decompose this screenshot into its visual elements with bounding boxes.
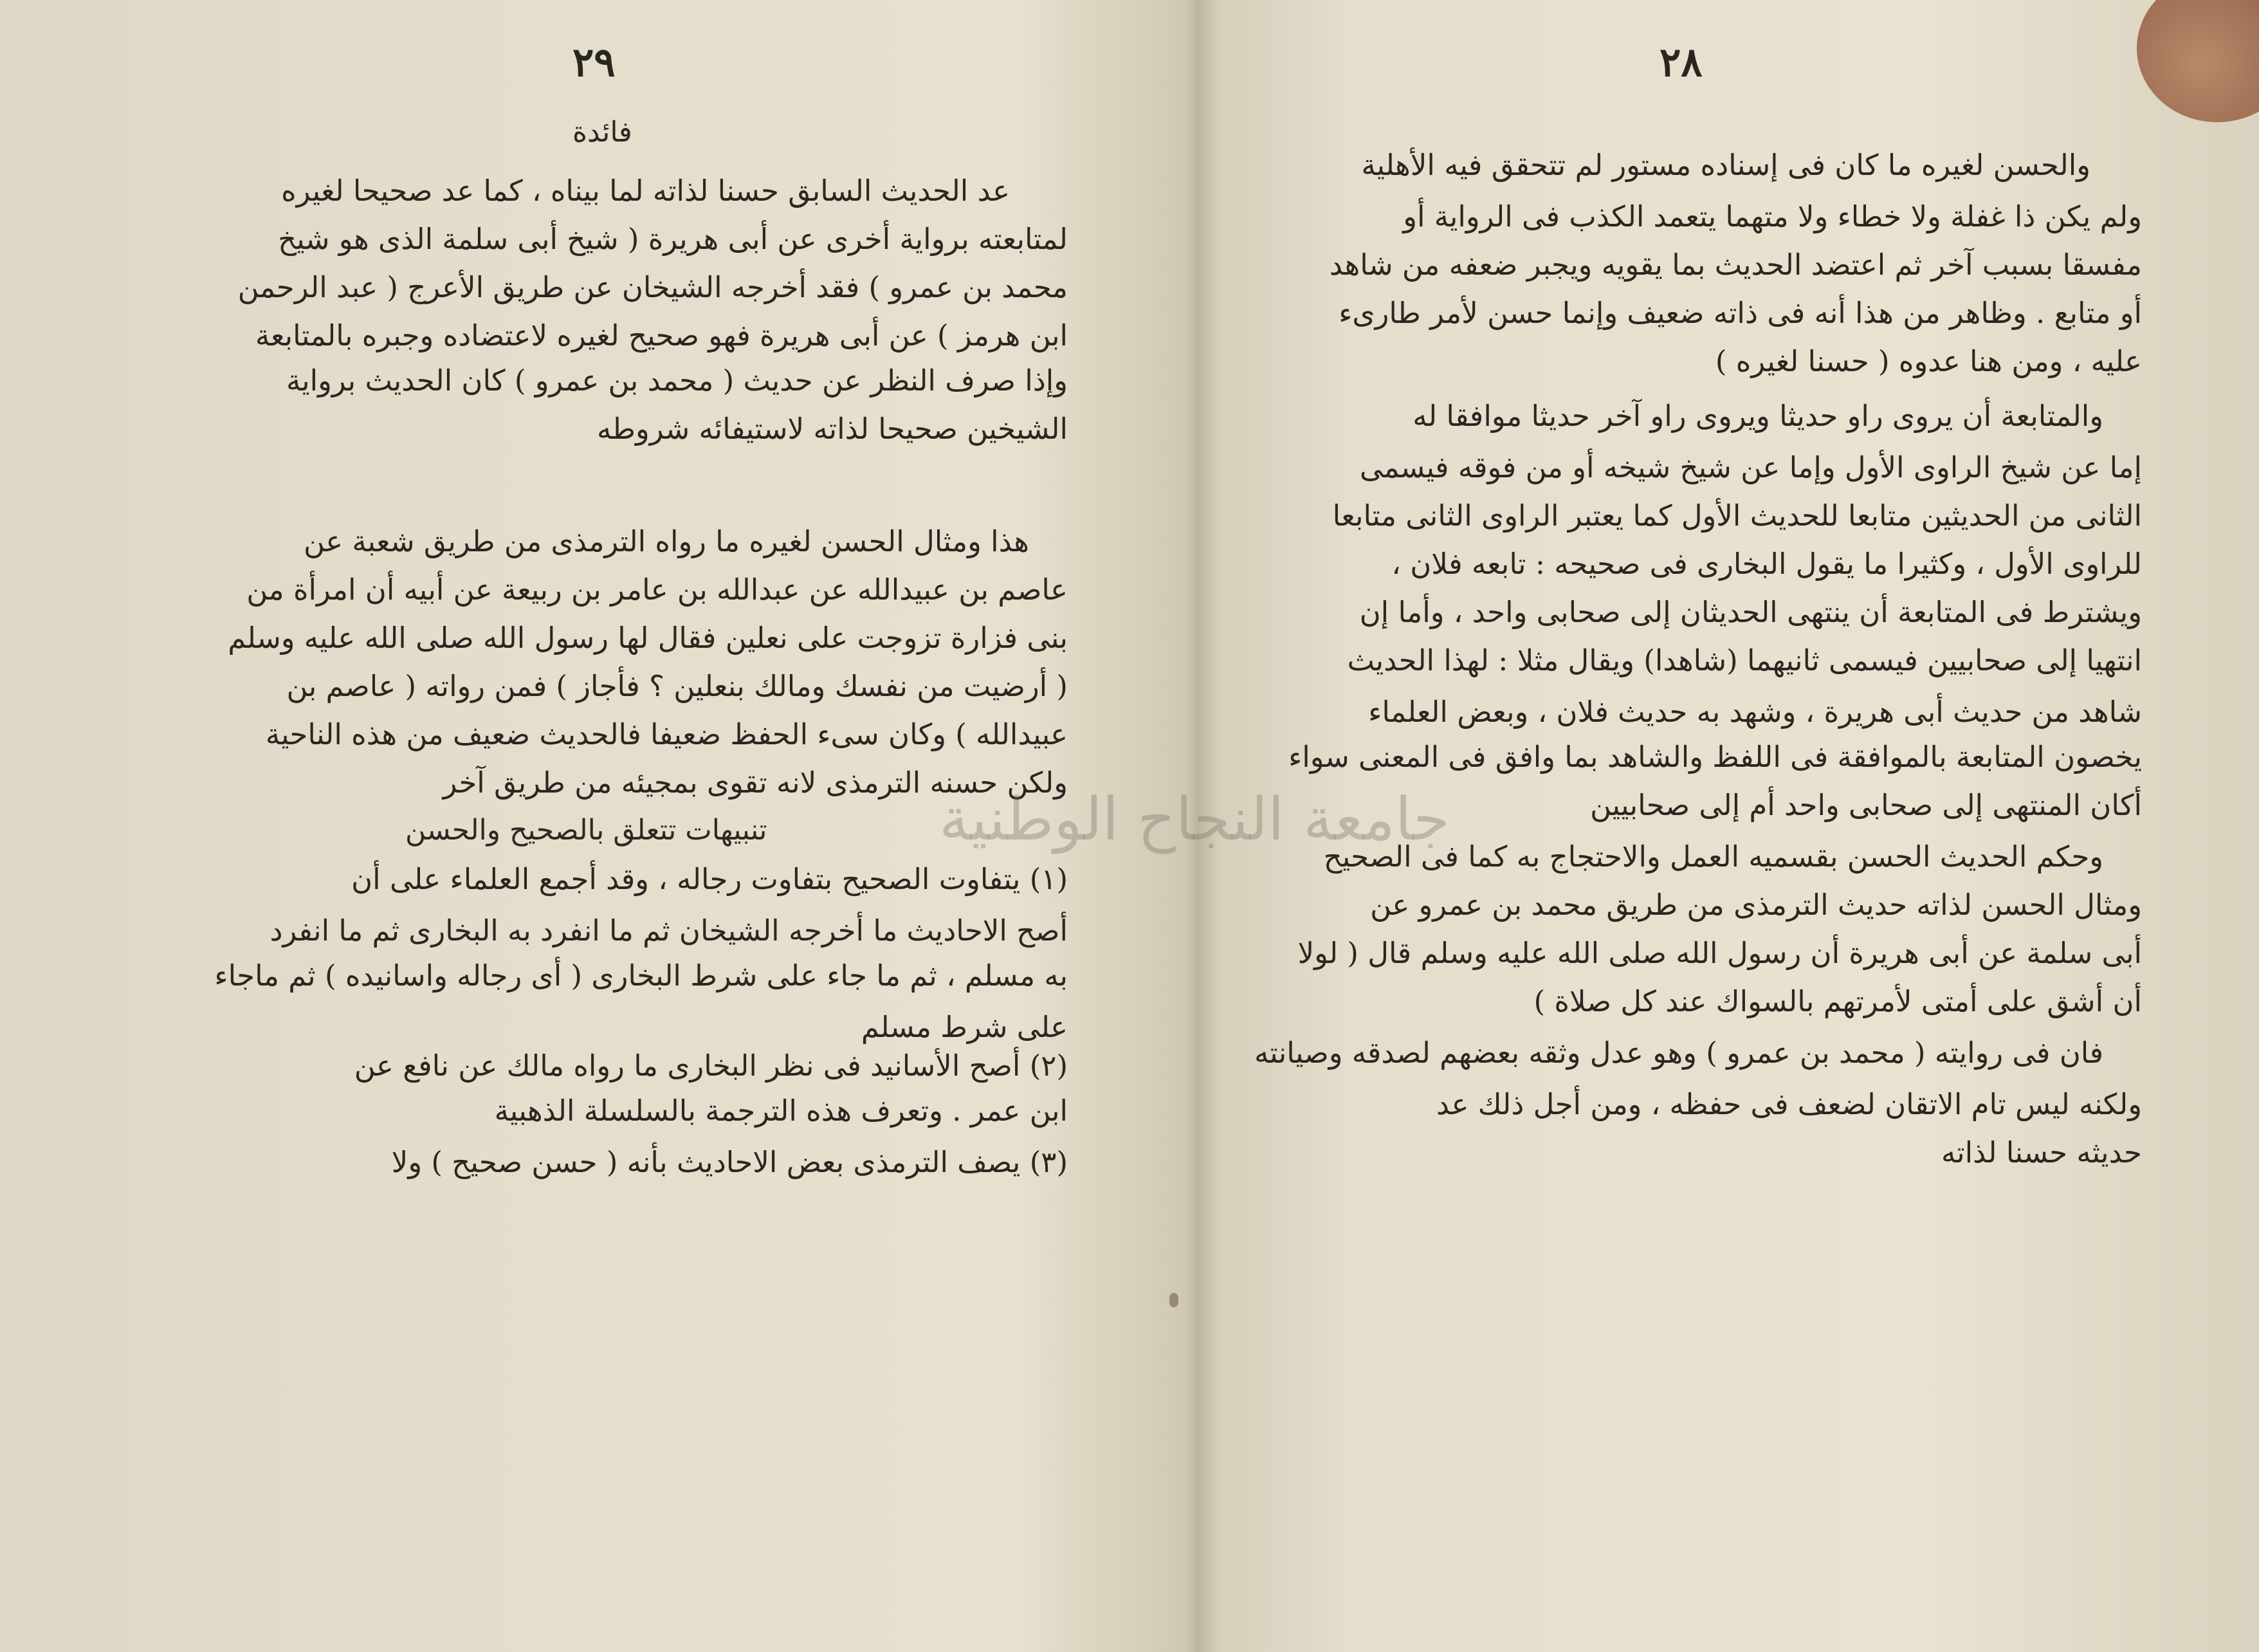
text-line: أن أشق على أمتى لأمرتهم بالسواك عند كل صلاة ) (1533, 984, 2142, 1018)
text-line: والمتابعة أن يروى راو حديثا ويروى راو آخر حديثا موافقا له (1413, 399, 2103, 433)
left-page (161, 0, 1068, 1652)
text-line: عليه ، ومن هنا عدوه ( حسنا لغيره ) (1715, 344, 2142, 378)
text-line: به مسلم ، ثم ما جاء على شرط البخارى ( أى رجاله واسانيده ) ثم ماجاء (214, 959, 1068, 993)
text-line: ولم يكن ذا غفلة ولا خطاء ولا متهما يتعمد الكذب فى الرواية أو (1403, 199, 2142, 234)
text-line: ( أرضيت من نفسك ومالك بنعلين ؟ فأجاز ) فمن رواته ( عاصم بن (286, 669, 1068, 703)
text-line: مفسقا بسبب آخر ثم اعتضد الحديث بما يقويه ويجبر ضعفه من شاهد (1329, 248, 2142, 282)
text-line: أو متابع . وظاهر من هذا أنه فى ذاته ضعيف وإنما حسن لأمر طارىء (1339, 296, 2142, 330)
text-line: هذا ومثال الحسن لغيره ما رواه الترمذى من طريق شعبة عن (304, 524, 1029, 558)
text-line: ويشترط فى المتابعة أن ينتهى الحديثان إلى صحابى واحد ، وأما إن (1359, 595, 2142, 629)
watermark: جامعة النجاح الوطنية (939, 785, 1450, 854)
text-line: عد الحديث السابق حسنا لذاته لما بيناه ، كما عد صحيحا لغيره (281, 174, 1010, 208)
finger-photo-artifact (2137, 0, 2259, 122)
text-line: حديثه حسنا لذاته (1941, 1135, 2142, 1170)
text-line: الشيخين صحيحا لذاته لاستيفائه شروطه (597, 412, 1068, 446)
text-line: يخصون المتابعة بالموافقة فى اللفظ والشاهد بما وافق فى المعنى سواء (1288, 740, 2142, 774)
text-line: شاهد من حديث أبى هريرة ، وشهد به حديث فلان ، وبعض العلماء (1368, 695, 2142, 729)
text-line: فان فى روايته ( محمد بن عمرو ) وهو عدل وثقه بعضهم لصدقه وصيانته (1254, 1036, 2103, 1070)
gutter-stain (1169, 1293, 1178, 1307)
text-line: (٣) يصف الترمذى بعض الاحاديث بأنه ( حسن صحيح ) ولا (391, 1145, 1068, 1179)
text-line: وإذا صرف النظر عن حديث ( محمد بن عمرو ) كان الحديث برواية (286, 363, 1068, 398)
text-line: والحسن لغيره ما كان فى إسناده مستور لم تتحقق فيه الأهلية (1361, 148, 2090, 182)
text-line: أبى سلمة عن أبى هريرة أن رسول الله صلى الله عليه وسلم قال ( لولا (1297, 936, 2142, 970)
text-line: بنى فزارة تزوجت على نعلين فقال لها رسول الله صلى الله عليه وسلم (228, 621, 1068, 655)
text-line: محمد بن عمرو ) فقد أخرجه الشيخان عن طريق الأعرج ( عبد الرحمن (237, 270, 1068, 304)
text-line: ولكن حسنه الترمذى لانه تقوى بمجيئه من طريق آخر (443, 766, 1068, 800)
text-line: لمتابعته برواية أخرى عن أبى هريرة ( شيخ أبى سلمة الذى هو شيخ (278, 222, 1068, 256)
text-line: انتهيا إلى صحابيين فيسمى ثانيهما (شاهدا) ويقال مثلا : لهذا الحديث (1347, 643, 2142, 677)
text-line: عبيدالله ) وكان سىء الحفظ ضعيفا فالحديث ضعيف من هذه الناحية (265, 717, 1068, 751)
text-line: ولكنه ليس تام الاتقان لضعف فى حفظه ، ومن أجل ذلك عد (1436, 1087, 2142, 1121)
text-line: إما عن شيخ الراوى الأول وإما عن شيخ شيخه أو من فوقه فيسمى (1359, 450, 2142, 484)
text-line: للراوى الأول ، وكثيرا ما يقول البخارى فى صحيحه : تابعه فلان ، (1391, 547, 2142, 581)
text-line: عاصم بن عبيدالله عن عبدالله بن عامر بن ربيعة عن أبيه أن امرأة من (246, 573, 1068, 607)
page-number: ٢٩ (572, 39, 616, 86)
text-line: وحكم الحديث الحسن بقسميه العمل والاحتجاج به كما فى الصحيح (1323, 840, 2103, 874)
section-title: فائدة (572, 116, 632, 149)
text-line: ابن عمر . وتعرف هذه الترجمة بالسلسلة الذهبية (494, 1094, 1068, 1128)
text-line: (٢) أصح الأسانيد فى نظر البخارى ما رواه مالك عن نافع عن (354, 1049, 1068, 1083)
text-line: (١) يتفاوت الصحيح بتفاوت رجاله ، وقد أجمع العلماء على أن (351, 862, 1068, 896)
text-line: على شرط مسلم (861, 1010, 1068, 1044)
text-line: ومثال الحسن لذاته حديث الترمذى من طريق محمد بن عمرو عن (1370, 888, 2142, 922)
text-line: أكان المنتهى إلى صحابى واحد أم إلى صحابيين (1590, 788, 2142, 822)
section-heading: تنبيهات تتعلق بالصحيح والحسن (405, 814, 767, 847)
page-number: ٢٨ (1660, 39, 1703, 86)
text-line: ابن هرمز ) عن أبى هريرة فهو صحيح لغيره لاعتضاده وجبره بالمتابعة (255, 318, 1068, 353)
text-line: أصح الاحاديث ما أخرجه الشيخان ثم ما انفرد به البخارى ثم ما انفرد (270, 913, 1068, 948)
text-line: الثانى من الحديثين متابعا للحديث الأول كما يعتبر الراوى الثانى متابعا (1332, 499, 2142, 533)
